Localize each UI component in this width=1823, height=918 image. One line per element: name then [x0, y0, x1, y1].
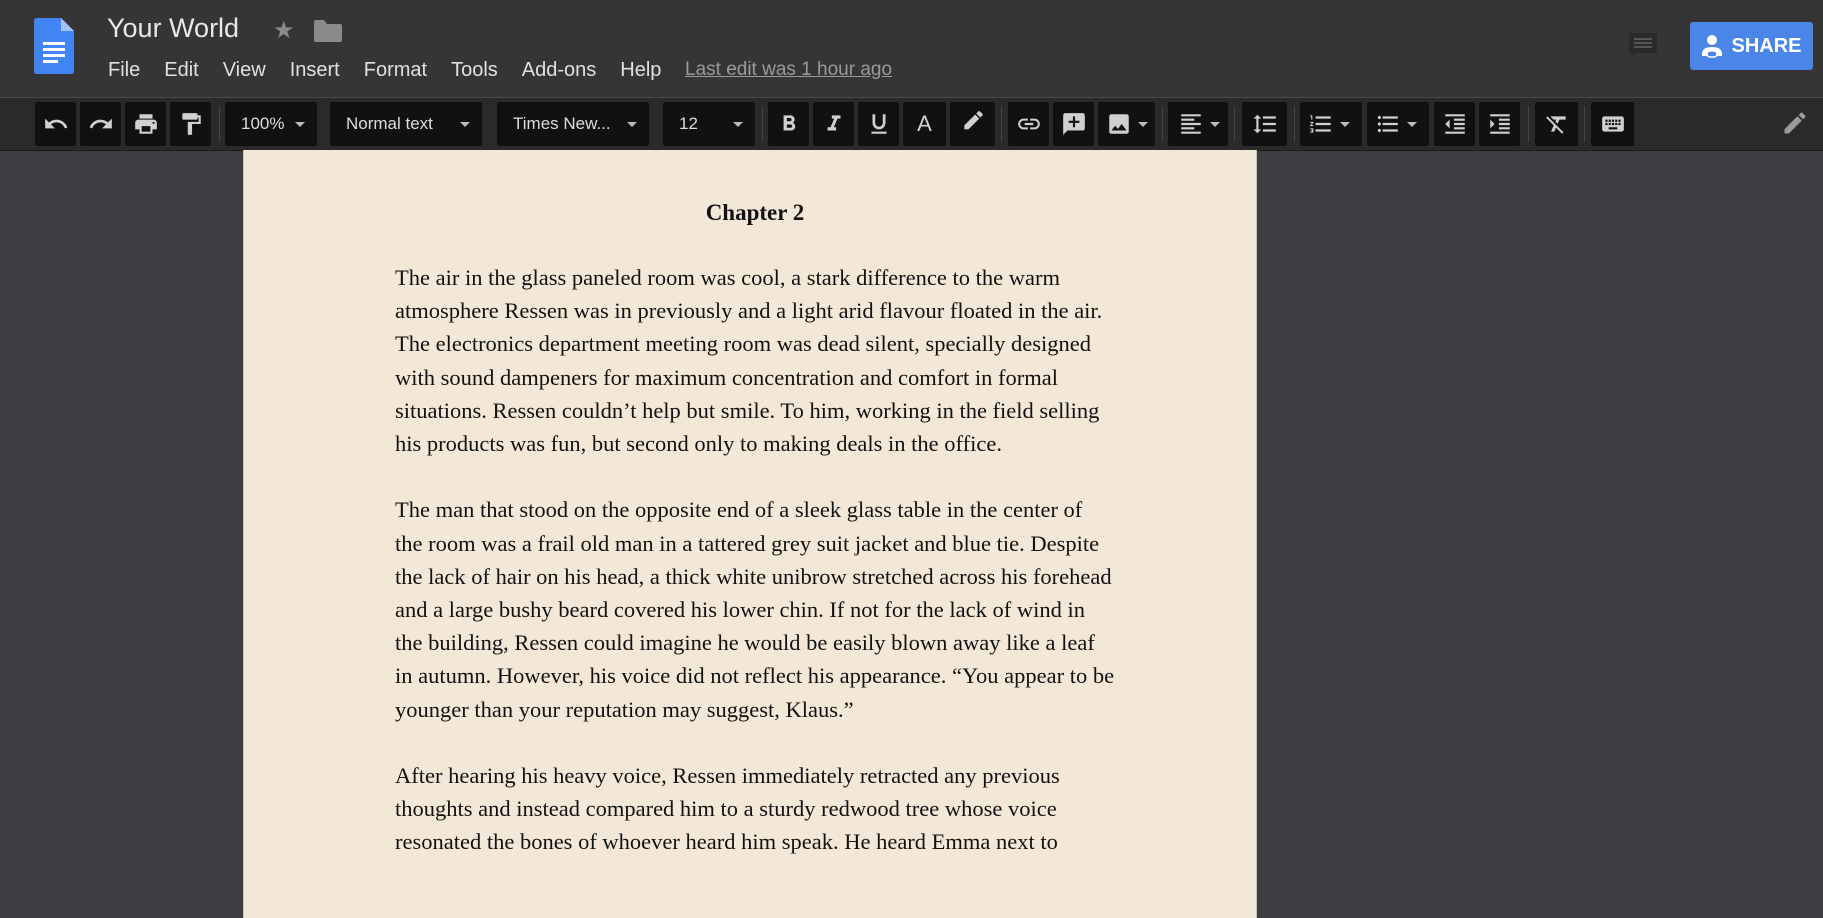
- menu-insert[interactable]: Insert: [289, 59, 340, 81]
- undo-button[interactable]: [35, 102, 76, 146]
- text-color-button[interactable]: [903, 102, 946, 146]
- add-comment-icon: [1061, 111, 1087, 137]
- menu-format[interactable]: Format: [363, 59, 428, 81]
- insert-image-button[interactable]: [1098, 102, 1155, 146]
- last-edit-link[interactable]: Last edit was 1 hour ago: [685, 59, 893, 80]
- edit-mode-pencil-icon[interactable]: [1781, 109, 1809, 137]
- toolbar-divider: [219, 106, 220, 142]
- style-value: Normal text: [346, 114, 433, 133]
- zoom-value: 100%: [241, 114, 285, 133]
- paragraph: The man that stood on the opposite end of a sleek glass table in the center of the room was a frail old man in a tattered grey suit jacket and blue tie. Despite the lack of hair on his head, a thick white unibrow stretched across his forehead and a large bushy beard covered his lower chin. If not for the lack of wind in the building, Ressen could imagine he would be easily blown away like a leaf in autumn. However, his voice did not reflect his appearance. “You appear to be younger than your reputation may suggest, Klaus.”: [395, 497, 1115, 722]
- align-left-icon: [1178, 111, 1204, 137]
- highlight-button[interactable]: [950, 102, 995, 146]
- menu-tools[interactable]: Tools: [451, 59, 498, 81]
- font-select[interactable]: [497, 102, 649, 146]
- share-button[interactable]: [1690, 22, 1813, 70]
- increase-indent-icon: [1487, 111, 1513, 137]
- toolbar: [0, 97, 1823, 151]
- menu-file[interactable]: File: [108, 59, 141, 81]
- star-icon[interactable]: ★: [273, 17, 295, 44]
- underline-button[interactable]: [858, 102, 899, 146]
- paint-format-button[interactable]: [170, 102, 211, 146]
- font-value: Times New...: [513, 114, 611, 133]
- font-size-value: 12: [679, 114, 698, 133]
- bulleted-list-button[interactable]: [1367, 102, 1429, 146]
- chevron-down-icon: [627, 122, 637, 127]
- document-body[interactable]: [395, 200, 1115, 892]
- keyboard-icon: [1600, 111, 1626, 137]
- menu-edit[interactable]: Edit: [164, 59, 199, 81]
- image-icon: [1106, 111, 1132, 137]
- align-button[interactable]: [1168, 102, 1228, 146]
- chevron-down-icon: [1138, 122, 1148, 127]
- bulleted-list-icon: [1375, 111, 1401, 137]
- add-comment-button[interactable]: [1053, 102, 1094, 146]
- document-page[interactable]: [243, 150, 1257, 918]
- chevron-down-icon: [1340, 122, 1350, 127]
- numbered-list-icon: [1308, 111, 1334, 137]
- chevron-down-icon: [460, 122, 470, 127]
- decrease-indent-icon: [1442, 111, 1468, 137]
- print-button[interactable]: [125, 102, 166, 146]
- italic-button[interactable]: [813, 102, 854, 146]
- paragraph: After hearing his heavy voice, Ressen immediately retracted any previous thoughts and instead compared him to a sturdy redwood tree whose voice resonated the bones of whoever heard him speak. He heard Emma next to: [395, 763, 1060, 855]
- chevron-down-icon: [295, 122, 305, 127]
- toolbar-divider: [1584, 106, 1585, 142]
- toolbar-divider: [1001, 106, 1002, 142]
- docs-logo-icon[interactable]: [34, 18, 74, 74]
- redo-button[interactable]: [80, 102, 121, 146]
- font-size-select[interactable]: [663, 102, 755, 146]
- menu-view[interactable]: View: [222, 59, 266, 81]
- share-person-icon: [1701, 34, 1723, 58]
- toolbar-divider: [1294, 106, 1295, 142]
- paragraph: The air in the glass paneled room was cool, a stark difference to the warm atmosphere Ressen was in previously and a light arid flavour floated in the air. The electronics department meeting room was dead silent, specially designed with sound dampeners for maximum concentration and comfort in formal situations. Ressen couldn’t help but smile. To him, working in the field selling his products was fun, but second only to making deals in the office.: [395, 265, 1103, 457]
- share-label: SHARE: [1731, 34, 1802, 57]
- toolbar-divider: [1162, 106, 1163, 142]
- bold-icon: [776, 111, 802, 137]
- document-title[interactable]: Your World: [107, 13, 240, 43]
- menu-addons[interactable]: Add-ons: [521, 59, 597, 81]
- decrease-indent-button[interactable]: [1434, 102, 1475, 146]
- italic-icon: [821, 111, 847, 137]
- toolbar-divider: [1234, 106, 1235, 142]
- numbered-list-button[interactable]: [1300, 102, 1362, 146]
- chapter-heading: Chapter 2: [705, 200, 805, 225]
- line-spacing-button[interactable]: [1242, 102, 1287, 146]
- clear-formatting-button[interactable]: [1535, 102, 1578, 146]
- highlight-icon: [960, 111, 986, 137]
- chevron-down-icon: [733, 122, 743, 127]
- undo-icon: [43, 111, 69, 137]
- menu-help[interactable]: Help: [620, 59, 662, 81]
- clear-formatting-icon: [1544, 111, 1570, 137]
- style-select[interactable]: [330, 102, 482, 146]
- menu-bar: [96, 55, 673, 85]
- line-spacing-icon: [1252, 111, 1278, 137]
- app-header: [0, 0, 1823, 97]
- text-color-icon: A: [917, 111, 932, 136]
- print-icon: [133, 111, 159, 137]
- toolbar-divider: [762, 106, 763, 142]
- paint-format-icon: [178, 111, 204, 137]
- bold-button[interactable]: [768, 102, 809, 146]
- chevron-down-icon: [1407, 122, 1417, 127]
- link-icon: [1016, 111, 1042, 137]
- zoom-select[interactable]: [225, 102, 317, 146]
- folder-icon[interactable]: [314, 20, 342, 42]
- comments-icon[interactable]: [1628, 32, 1658, 60]
- chevron-down-icon: [1210, 122, 1220, 127]
- keyboard-button[interactable]: [1591, 102, 1634, 146]
- link-button[interactable]: [1008, 102, 1049, 146]
- redo-icon: [88, 111, 114, 137]
- underline-icon: [866, 111, 892, 137]
- toolbar-divider: [1528, 106, 1529, 142]
- increase-indent-button[interactable]: [1479, 102, 1520, 146]
